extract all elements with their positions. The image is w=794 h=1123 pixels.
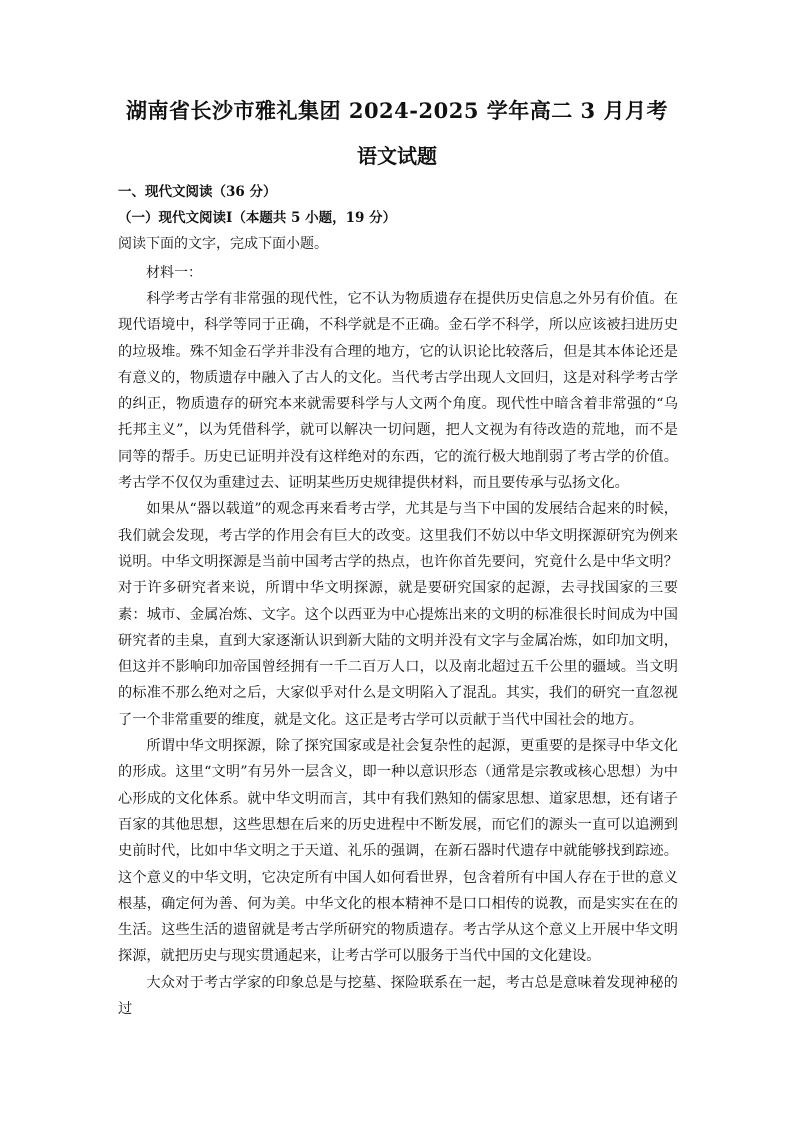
subsection-heading: （一）现代文阅读Ⅰ（本题共 5 小题，19 分） (118, 210, 397, 226)
paragraph: 所谓中华文明探源，除了探究国家或是社会复杂性的起源，更重要的是探寻中华文化的形成。这里“文明”有另外一层含义，即一种以意识形态（通常是宗教或核心思想）为中心形成的文化体系。就中华文明而言，其中有我们熟知的儒家思想、道家思想，还有诸子百家的其他思想，这些思想在后来的历史进程中不断发展，而它们的源头一直可以追溯到史前时代，比如中华文明之于天道、礼乐的强调，在新石器时代遗存中就能够找到踪迹。这个意义的中华文明，它决定所有中国人如何看世界，包含着所有中国人存在于世的意义根基，确定何为善、何为美。中华文化的根本精神不是口口相传的说教，而是实实在在的生活。这些生活的遗留就是考古学所研究的物质遗存。考古学从这个意义上开展中华文明探源，就把历史与现实贯通起来，让考古学可以服务于当代中国的文化建设。 (118, 738, 678, 965)
exam-title: 湖南省长沙市雅礼集团 2024-2025 学年高二 3 月月考 (126, 98, 668, 123)
passage-body (118, 286, 678, 1022)
section-heading: 一、现代文阅读（36 分） (118, 184, 277, 200)
paragraph: 大众对于考古学家的印象总是与挖墓、探险联系在一起，考古总是意味着发现神秘的过 (118, 974, 678, 1018)
paragraph: 科学考古学有非常强的现代性，它不认为物质遗存在提供历史信息之外另有价值。在现代语境中，科学等同于正确，不科学就是不正确。金石学不科学，所以应该被扫进历史的垃圾堆。殊不知金石学并非没有合理的地方，它的认识论比较落后，但是其本体论还是有意义的，物质遗存中融入了古人的文化。当代考古学出现人文回归，这是对科学考古学的纠正，物质遗存的研究本来就需要科学与人文两个角度。现代性中暗含着非常强的“乌托邦主义”，以为凭借科学，就可以解决一切问题，把人文视为有待改造的荒地，而不是同等的帮手。历史已证明并没有这样绝对的东西，它的流行极大地削弱了考古学的价值。考古学不仅仅为重建过去、证明某些历史规律提供材料，而且要传承与弘扬文化。 (118, 291, 678, 492)
exam-subtitle: 语文试题 (357, 144, 437, 168)
paragraph: 如果从“器以载道”的观念再来看考古学，尤其是与当下中国的发展结合起来的时候，我们就会发现，考古学的作用会有巨大的改变。这里我们不妨以中华文明探源研究为例来说明。中华文明探源是当前中国考古学的热点，也许你首先要问，究竟什么是中华文明？对于许多研究者来说，所谓中华文明探源，就是要研究国家的起源，去寻找国家的三要素：城市、金属冶炼、文字。这个以西亚为中心提炼出来的文明的标准很长时间成为中国研究者的圭臬，直到大家逐渐认识到新大陆的文明并没有文字与金属冶炼，如印加文明，但这并不影响印加帝国曾经拥有一千二百万人口，以及南北超过五千公里的疆域。当文明的标准不那么绝对之后，大家似乎对什么是文明陷入了混乱。其实，我们的研究一直忽视了一个非常重要的维度，就是文化。这正是考古学可以贡献于当代中国社会的地方。 (118, 501, 678, 728)
instruction-text: 阅读下面的文字，完成下面小题。 (118, 236, 328, 252)
material-label: 材料一： (146, 265, 202, 281)
